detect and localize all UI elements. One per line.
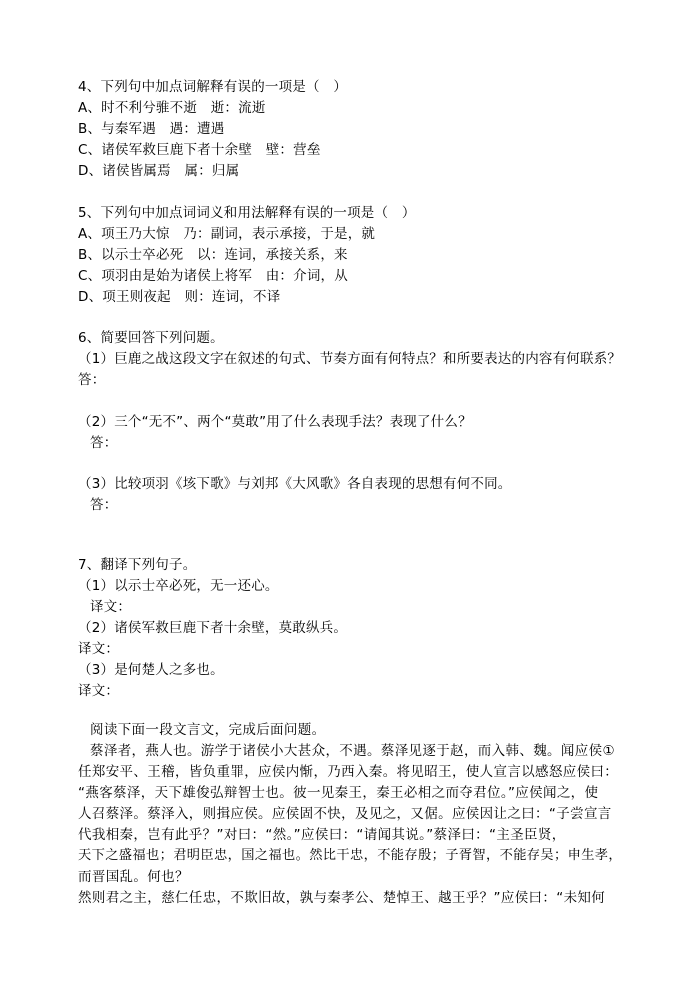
question-6-answer-3: 答： <box>90 497 118 513</box>
question-4-option-a: A、时不利兮骓不逝 逝：流逝 <box>78 100 266 116</box>
question-5-option-d: D、项王则夜起 则：连词，不译 <box>78 289 281 305</box>
question-5-option-c: C、项羽由是始为诸侯上将军 由：介词，从 <box>78 268 348 284</box>
passage-line: 蔡泽者，燕人也。游学于诸侯小大甚众，不遇。蔡泽见逐于赵，而入韩、魏。闻应侯① <box>90 743 615 759</box>
question-5-stem: 5、下列句中加点词词义和用法解释有误的一项是（ ） <box>78 205 416 221</box>
question-6-sub-3: （3）比较项羽《垓下歌》与刘邦《大风歌》各自表现的思想有何不同。 <box>78 476 512 492</box>
question-6-sub-2: （2）三个“无不”、两个“莫敢”用了什么表现手法？表现了什么？ <box>78 414 472 430</box>
question-6-answer-1: 答： <box>78 372 106 388</box>
question-4-option-d: D、诸侯皆属焉 属：归属 <box>78 163 240 179</box>
question-4-stem: 4、下列句中加点词解释有误的一项是（ ） <box>78 79 348 95</box>
passage-line: 代我相秦，岂有此乎？”对曰：“然。”应侯曰：“请闻其说。”蔡泽曰：“主圣臣贤， <box>78 827 566 843</box>
question-4-option-c: C、诸侯军救巨鹿下者十余壁 壁：营垒 <box>78 142 321 158</box>
reading-intro: 阅读下面一段文言文，完成后面问题。 <box>90 722 326 738</box>
question-7-translation-1: 译文： <box>90 599 132 615</box>
question-5-option-b: B、以示士卒必死 以：连词，承接关系，来 <box>78 247 348 263</box>
question-7-translation-3: 译文： <box>78 683 120 699</box>
question-6-stem: 6、简要回答下列问题。 <box>78 330 224 346</box>
question-7-sub-2: （2）诸侯军救巨鹿下者十余壁，莫敢纵兵。 <box>78 620 348 636</box>
passage-line: 任郑安平、王稽，皆负重罪，应侯内惭，乃西入秦。将见昭王，使人宣言以感怒应侯曰： <box>78 764 619 780</box>
question-6-answer-2: 答： <box>90 435 118 451</box>
question-6-sub-1: （1）巨鹿之战这段文字在叙述的句式、节奏方面有何特点？和所要表达的内容有何联系？ <box>78 351 622 367</box>
question-7-sub-1: （1）以示士卒必死，无一还心。 <box>78 578 279 594</box>
passage-line: 然则君之主，慈仁任忠，不欺旧故，孰与秦孝公、楚悼王、越王乎？”应侯曰：“未知何 <box>78 890 606 906</box>
question-7-translation-2: 译文： <box>78 641 120 657</box>
passage-line: 而晋国乱。何也？ <box>78 869 189 885</box>
question-7-sub-3: （3）是何楚人之多也。 <box>78 662 224 678</box>
passage-line: 人召蔡泽。蔡泽入，则揖应侯。应侯固不快，及见之，又倨。应侯因让之曰：“子尝宣言 <box>78 806 612 822</box>
passage-line: “燕客蔡泽，天下雄俊弘辩智士也。彼一见秦王，秦王必相之而夺君位。”应侯闻之，使 <box>78 785 599 801</box>
question-4-option-b: B、与秦军遇 遇：遭遇 <box>78 121 225 137</box>
question-7-stem: 7、翻译下列句子。 <box>78 557 197 573</box>
passage-line: 天下之盛福也；君明臣忠，国之福也。然比干忠，不能存殷；子胥智，不能存吴；申生孝， <box>78 848 623 863</box>
question-5-option-a: A、项王乃大惊 乃：副词，表示承接，于是，就 <box>78 226 376 242</box>
